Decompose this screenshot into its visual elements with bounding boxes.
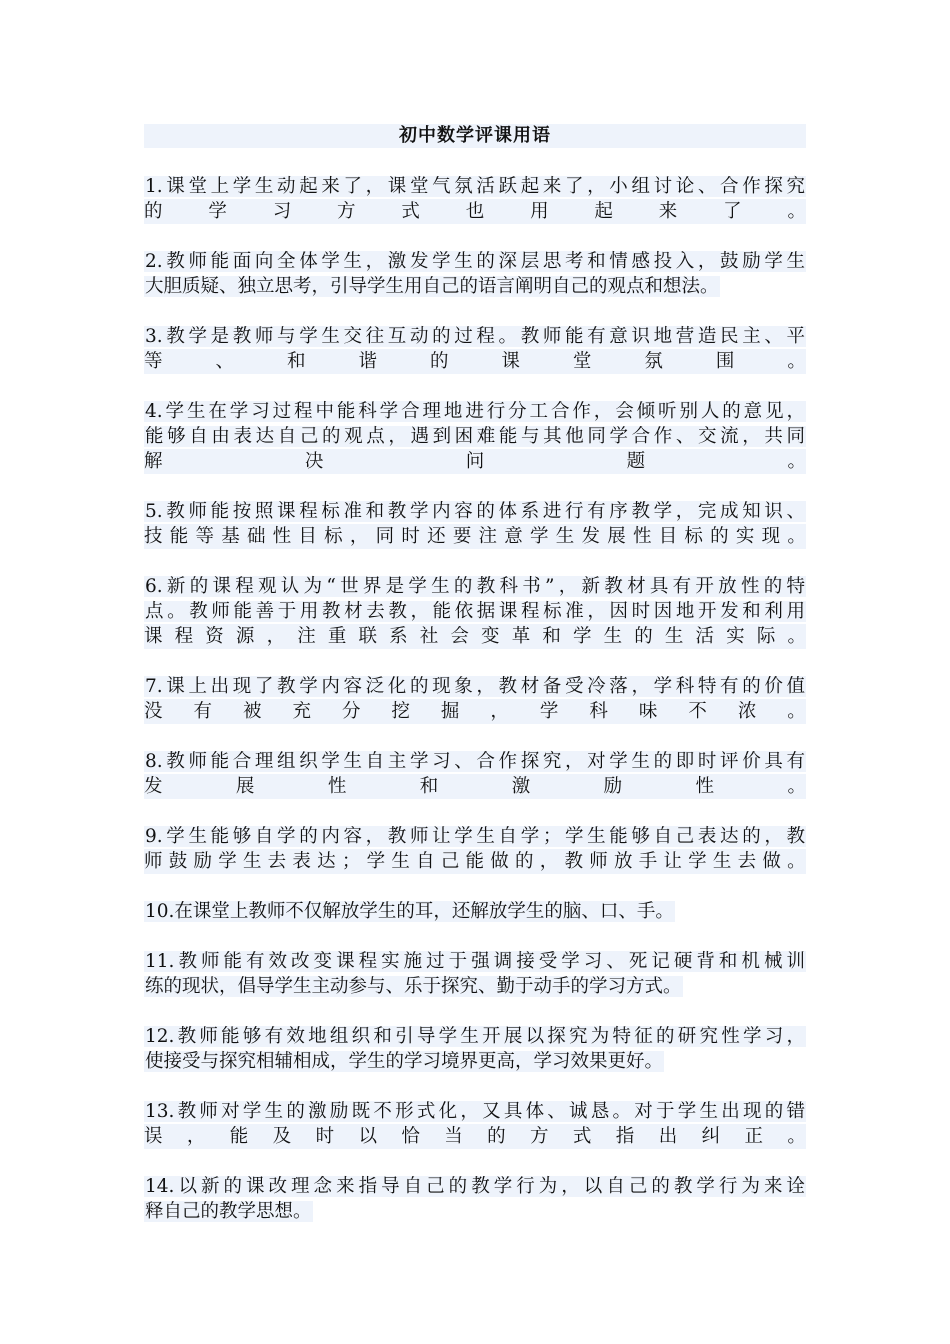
paragraph-line: 14.以新的课改理念来指导自己的教学行为，以自己的教学行为来诠	[145, 1176, 805, 1197]
paragraph	[144, 674, 806, 724]
paragraph-line: 12.教师能够有效地组织和引导学生开展以探究为特征的研究性学习，	[145, 1026, 805, 1047]
paragraph	[144, 1099, 806, 1149]
document-body	[144, 174, 806, 1224]
paragraph-line: 10.在课堂上教师不仅解放学生的耳，还解放学生的脑、口、手。	[145, 901, 674, 922]
paragraph-line: 没 有 被 充 分 挖 掘 ， 学 科 味 不 浓 。	[144, 701, 806, 722]
paragraph-line: 使接受与探究相辅相成，学生的学习境界更高，学习效果更好。	[145, 1051, 664, 1072]
paragraph-line: 7.课上出现了教学内容泛化的现象，教材备受冷落，学科特有的价值	[145, 676, 805, 697]
paragraph-line: 13.教师对学生的激励既不形式化，又具体、诚恳。对于学生出现的错	[145, 1101, 805, 1122]
paragraph	[144, 1024, 806, 1074]
paragraph-line: 师 鼓 励 学 生 去 表 达 ； 学 生 自 己 能 做 的 ， 教 师 放 手 让 学 生 去 做 。	[144, 851, 806, 872]
paragraph-line: 的 学 习 方 式 也 用 起 来 了 。	[144, 201, 806, 222]
paragraph-line: 能够自由表达自己的观点，遇到困难能与其他同学合作、交流，共同	[145, 426, 805, 447]
paragraph-line: 大胆质疑、独立思考，引导学生用自己的语言阐明自己的观点和想法。	[145, 276, 719, 297]
paragraph-line: 练的现状，倡导学生主动参与、乐于探究、勤于动手的学习方式。	[145, 976, 682, 997]
paragraph	[144, 399, 806, 474]
paragraph	[144, 249, 806, 299]
paragraph-line: 4.学生在学习过程中能科学合理地进行分工合作，会倾听别人的意见，	[145, 401, 805, 422]
paragraph	[144, 824, 806, 874]
paragraph	[144, 949, 806, 999]
paragraph-line: 2.教师能面向全体学生，激发学生的深层思考和情感投入，鼓励学生	[145, 251, 805, 272]
paragraph	[144, 899, 806, 924]
paragraph	[144, 499, 806, 549]
paragraph	[144, 174, 806, 224]
paragraph-line: 5.教师能按照课程标准和教学内容的体系进行有序教学，完成知识、	[145, 501, 805, 522]
paragraph	[144, 1174, 806, 1224]
paragraph-line: 8.教师能合理组织学生自主学习、合作探究，对学生的即时评价具有	[145, 751, 805, 772]
paragraph-line: 1.课堂上学生动起来了，课堂气氛活跃起来了，小组讨论、合作探究	[145, 176, 805, 197]
paragraph-line: 误 ， 能 及 时 以 恰 当 的 方 式 指 出 纠 正 。	[144, 1126, 806, 1147]
paragraph-line: 3.教学是教师与学生交往互动的过程。教师能有意识地营造民主、平	[145, 326, 805, 347]
document-title: 初中数学评课用语	[144, 124, 806, 148]
paragraph-line: 9.学生能够自学的内容，教师让学生自学；学生能够自己表达的，教	[145, 826, 805, 847]
paragraph-line: 课 程 资 源 ， 注 重 联 系 社 会 变 革 和 学 生 的 生 活 实 际 。	[144, 626, 806, 647]
paragraph	[144, 324, 806, 374]
paragraph-line: 6.新的课程观认为“世界是学生的教科书”，新教材具有开放性的特	[145, 576, 805, 597]
document-page	[144, 124, 806, 1249]
paragraph-line: 发 展 性 和 激 励 性 。	[144, 776, 806, 797]
paragraph-line: 11.教师能有效改变课程实施过于强调接受学习、死记硬背和机械训	[145, 951, 805, 972]
paragraph-line: 等 、 和 谐 的 课 堂 氛 围 。	[144, 351, 806, 372]
paragraph	[144, 574, 806, 649]
paragraph-line: 点。教师能善于用教材去教，能依据课程标准，因时因地开发和利用	[145, 601, 805, 622]
paragraph	[144, 749, 806, 799]
paragraph-line: 技 能 等 基 础 性 目 标 ， 同 时 还 要 注 意 学 生 发 展 性 目 标 的 实 现 。	[144, 526, 806, 547]
paragraph-line: 释自己的教学思想。	[145, 1201, 312, 1222]
paragraph-line: 解 决 问 题 。	[144, 451, 806, 472]
